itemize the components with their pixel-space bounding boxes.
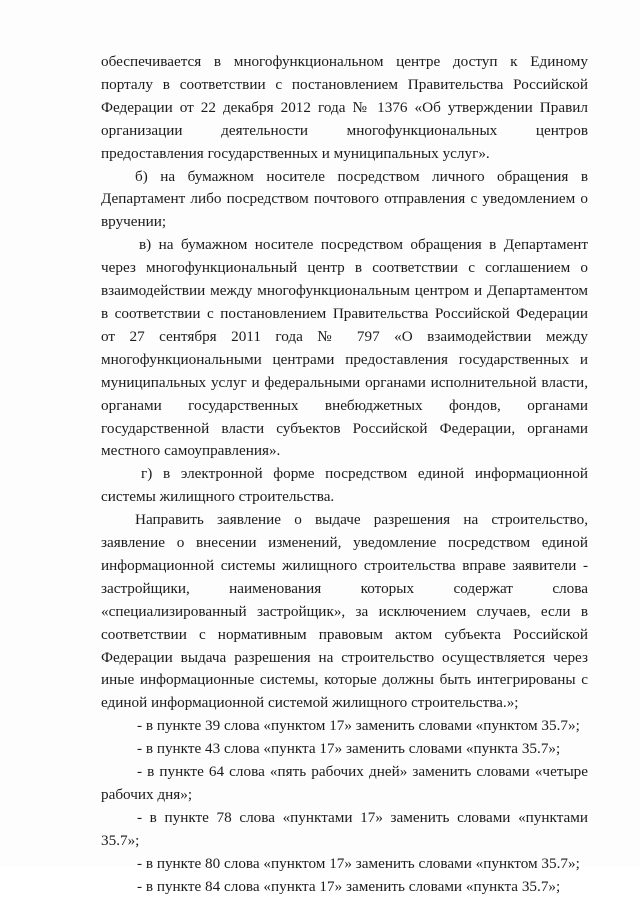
paragraph-submission-rule: Направить заявление о выдаче разрешения на строительство, заявление о внесении изменений, уведомление посредством единой информационной системы жилищного строительства вправе заявители - застройщики, наименования которых содержат слова «специализированный застройщик», за исключением случаев, если в соответствии с нормативным правовым актом субъекта Российской Федерации выдача разрешения на строительство осуществляется через иные информационные системы, которые должны быть интегрированы с единой информационной системой жилищного строительства.»; [101,511,588,712]
paragraph-item-v: в) на бумажном носителе посредством обращения в Департамент через многофункциональный центр в соответствии с соглашением о взаимодействии между многофункциональным центром и Департаментом в соответствии с постановлением Правительства Российской Федерации от 27 сентября 2011 года № 797 «О взаимодействии между многофункциональными центрами предоставления государственных и муниципальных услуг и федеральными органами исполнительной власти, органами государственных внебюджетных фондов, органами государственной власти субъектов Российской Федерации, органами местного самоуправления». [101,236,588,460]
amendment-item-80: - в пункте 80 слова «пунктом 17» заменить словами «пунктом 35.7»; [137,854,580,872]
paragraph-item-b: б) на бумажном носителе посредством личного обращения в Департамент либо посредством почтового отправления с уведомлением о вручении; [101,167,588,231]
amendment-item-78: - в пункте 78 слова «пунктами 17» заменить словами «пунктами 35.7»; [101,808,588,849]
amendment-item-84: - в пункте 84 слова «пункта 17» заменить словами «пункта 35.7»; [137,877,561,895]
paragraph-continuation: обеспечивается в многофункциональном центре доступ к Единому порталу в соответствии с постановлением Правительства Российской Федерации от 22 декабря 2012 года № 1376 «Об утверждении Правил организации деятельности многофункциональных центров предоставления государственных и муниципальных услуг». [101,53,588,162]
amendment-item-39: - в пункте 39 слова «пунктом 17» заменить словами «пунктом 35.7»; [137,717,580,735]
amendment-item-64: - в пункте 64 слова «пять рабочих дней» заменить словами «четыре рабочих дня»; [101,763,588,803]
document-body [101,51,588,899]
paragraph-item-g: г) в электронной форме посредством единой информационной системы жилищного строительства. [101,465,588,506]
amendment-item-43: - в пункте 43 слова «пункта 17» заменить словами «пункта 35.7»; [137,740,561,758]
